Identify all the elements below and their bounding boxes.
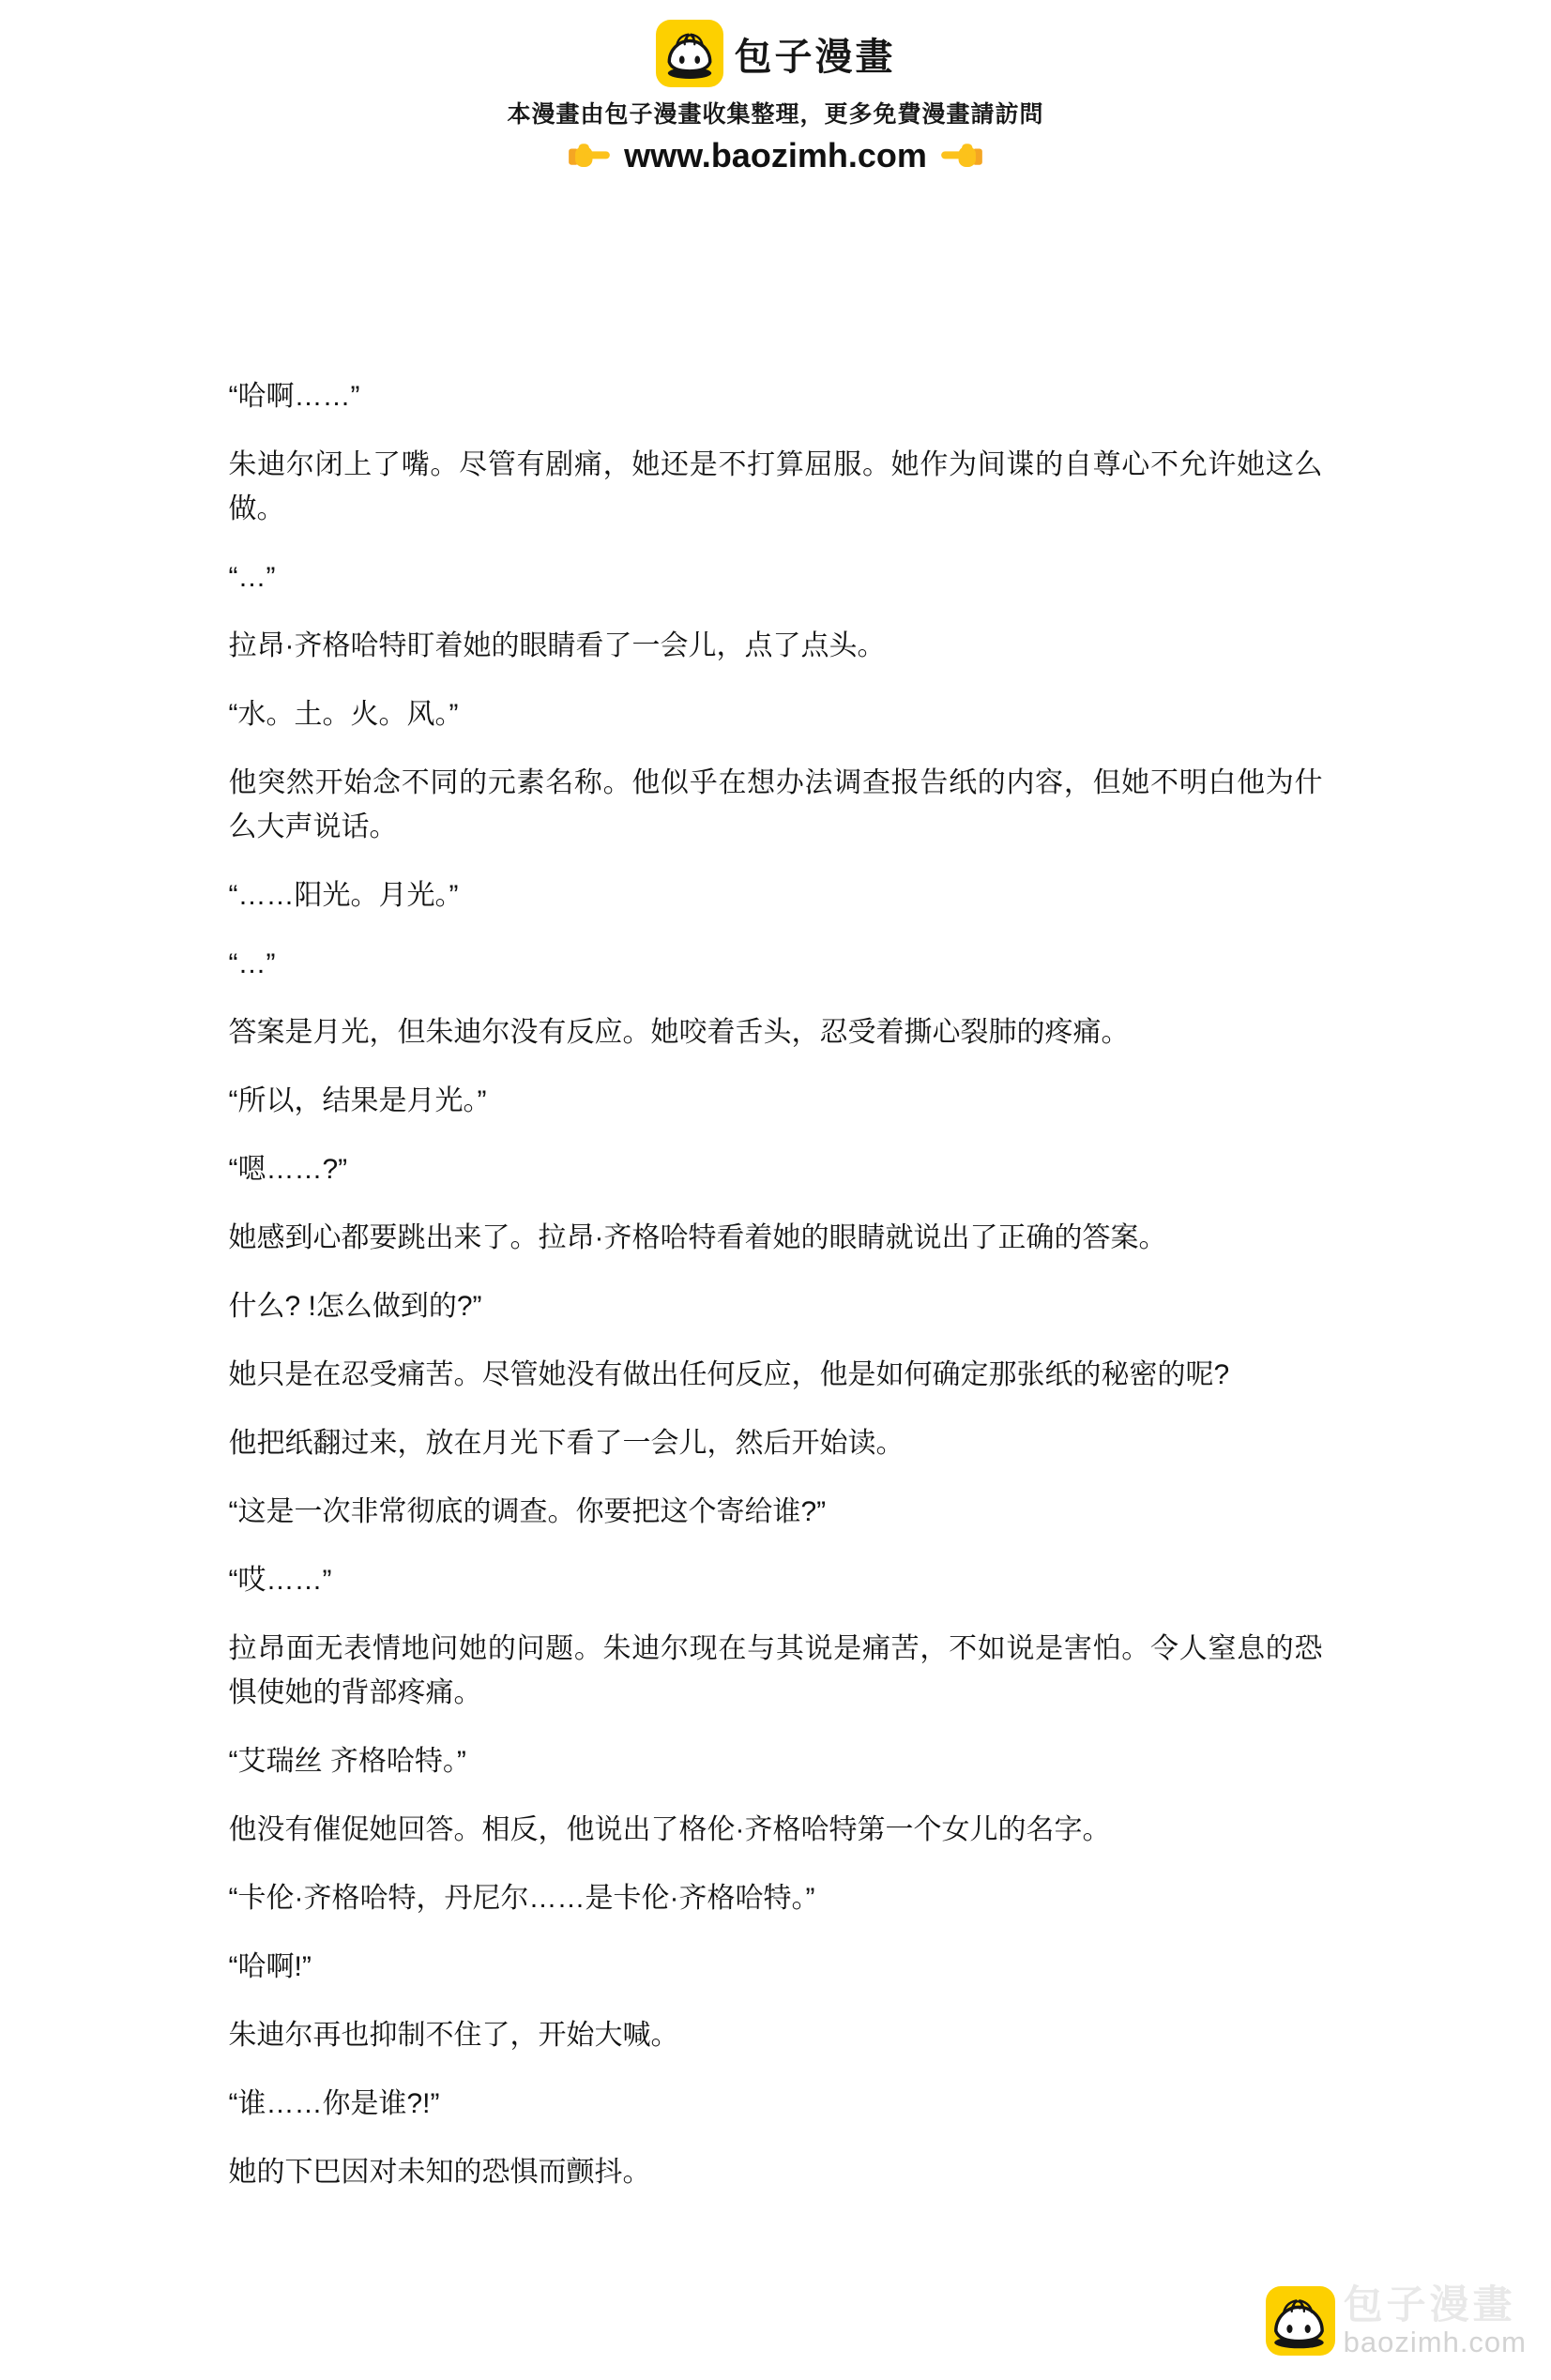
paragraph: 她只是在忍受痛苦。尽管她没有做出任何反应，他是如何确定那张纸的秘密的呢? — [228, 1359, 1230, 1390]
site-watermark — [1266, 2282, 1527, 2358]
paragraph: “艾瑞丝 齐格哈特。” — [228, 1746, 466, 1777]
chapter-text — [229, 374, 1323, 2194]
paragraph: “谁……你是谁?!” — [228, 2088, 440, 2119]
paragraph: “水。土。火。风。” — [228, 699, 459, 730]
baozi-logo-icon — [656, 20, 723, 87]
paragraph: 答案是月光，但朱迪尔没有反应。她咬着舌头，忍受着撕心裂肺的疼痛。 — [228, 1017, 1130, 1048]
pointing-left-hand-icon — [940, 140, 983, 173]
paragraph: 他没有催促她回答。相反，他说出了格伦·齐格哈特第一个女儿的名字。 — [228, 1814, 1111, 1845]
brand-title: 包子漫畫 — [734, 36, 896, 78]
paragraph: 拉昂面无表情地问她的问题。朱迪尔现在与其说是痛苦，不如说是害怕。令人窒息的恐惧使她的背部疼痛。 — [228, 1633, 1323, 1708]
brand-row — [656, 20, 896, 87]
paragraph: “嗯……?” — [228, 1154, 348, 1185]
paragraph: “所以，结果是月光。” — [228, 1085, 487, 1116]
paragraph: 她感到心都要跳出来了。拉昂·齐格哈特看着她的眼睛就说出了正确的答案。 — [228, 1222, 1167, 1253]
paragraph: “哎……” — [228, 1565, 332, 1596]
watermark-text — [1343, 2282, 1527, 2358]
site-url-link[interactable] — [568, 136, 983, 175]
watermark-brand-title: 包子漫畫 — [1343, 2282, 1516, 2327]
paragraph: “…” — [228, 948, 276, 979]
paragraph: 他突然开始念不同的元素名称。他似乎在想办法调查报告纸的内容，但她不明白他为什么大声说话。 — [228, 767, 1323, 842]
site-url-text: www.baozimh.com — [624, 136, 927, 174]
paragraph: 朱迪尔闭上了嘴。尽管有剧痛，她还是不打算屈服。她作为间谍的自尊心不允许她这么做。 — [228, 449, 1323, 524]
paragraph: 拉昂·齐格哈特盯着她的眼睛看了一会儿，点了点头。 — [228, 630, 886, 661]
paragraph: 什么? !怎么做到的?” — [228, 1291, 482, 1322]
header-tagline: 本漫畫由包子漫畫收集整理，更多免費漫畫請訪問 — [507, 101, 1044, 128]
paragraph: 朱迪尔再也抑制不住了，开始大喊。 — [228, 2020, 679, 2051]
paragraph: 她的下巴因对未知的恐惧而颤抖。 — [228, 2157, 651, 2188]
paragraph: “哈啊……” — [228, 381, 360, 412]
site-header — [0, 0, 1551, 175]
paragraph: “卡伦·齐格哈特，丹尼尔……是卡伦·齐格哈特。” — [228, 1883, 815, 1914]
paragraph: 他把纸翻过来，放在月光下看了一会儿，然后开始读。 — [228, 1428, 905, 1459]
paragraph: “……阳光。月光。” — [228, 880, 459, 911]
paragraph: “…” — [228, 562, 276, 593]
baozi-logo-icon — [1266, 2286, 1335, 2356]
watermark-domain: baozimh.com — [1343, 2326, 1527, 2358]
paragraph: “哈啊!” — [228, 1951, 312, 1982]
paragraph: “这是一次非常彻底的调查。你要把这个寄给谁?” — [228, 1496, 827, 1527]
pointing-right-hand-icon — [568, 140, 611, 173]
